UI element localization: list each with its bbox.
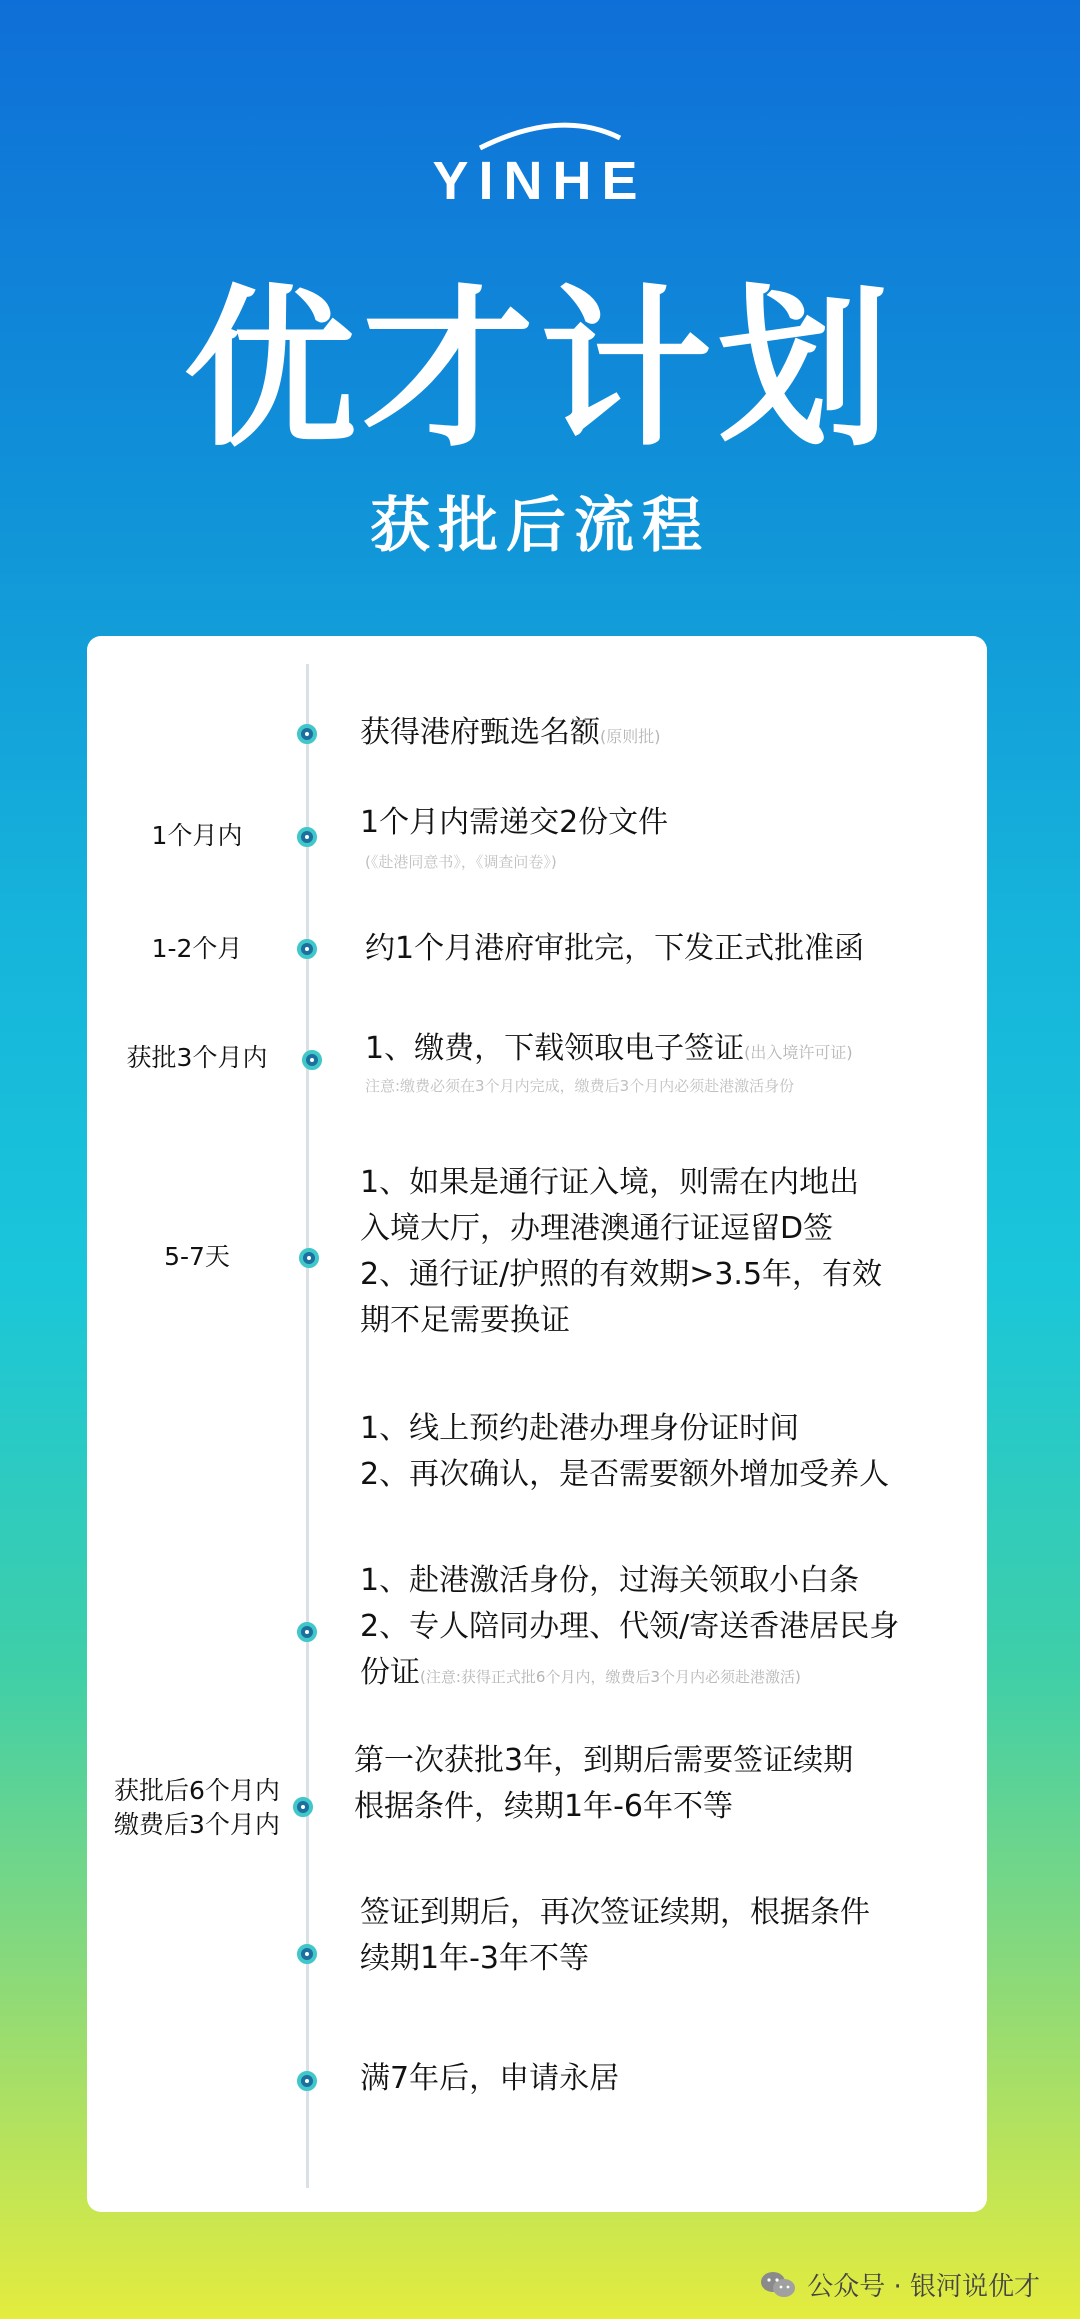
step-7-text — [360, 1558, 899, 1700]
timeline-dot — [297, 724, 317, 744]
step-1-text — [360, 710, 661, 760]
footer — [759, 2266, 1040, 2303]
step-7-small: (注意:获得正式批6个月内，缴费后3个月内必须赴港激活) — [420, 1668, 801, 1686]
step-3-text: 约1个月港府审批完，下发正式批准函 — [365, 931, 865, 966]
step-8-label-line-2: 缴费后3个月内 — [114, 1810, 280, 1839]
step-9-line-1: 签证到期后，再次签证续期，根据条件 — [360, 1895, 870, 1930]
timeline-dot — [297, 1944, 317, 1964]
step-4-label: 获批3个月内 — [126, 1043, 268, 1072]
step-5-line-4: 期不足需要换证 — [360, 1303, 570, 1338]
step-9-line-2: 续期1年-3年不等 — [360, 1941, 589, 1976]
step-4-line-1: 1、缴费，下载领取电子签证 — [365, 1031, 745, 1066]
step-8-label — [87, 1774, 307, 1842]
step-4-small: (出入境许可证) — [744, 1043, 853, 1062]
timeline-dot — [299, 1248, 319, 1268]
timeline-dot — [297, 827, 317, 847]
step-4-note: 注意:缴费必须在3个月内完成，缴费后3个月内必须赴港激活身份 — [365, 1077, 795, 1095]
timeline-dot — [297, 939, 317, 959]
step-5-line-3: 2、通行证/护照的有效期>3.5年，有效 — [360, 1257, 883, 1292]
step-5-line-2: 入境大厅，办理港澳通行证逗留D签 — [360, 1211, 834, 1246]
footer-text: 公众号 · 银河说优才 — [807, 2272, 1040, 2302]
step-6-line-1: 1、线上预约赴港办理身份证时间 — [360, 1411, 800, 1446]
timeline-dot — [302, 1050, 322, 1070]
step-3-label: 1-2个月 — [151, 934, 243, 963]
timeline-card — [87, 636, 987, 2212]
step-9-text — [360, 1890, 870, 1982]
step-7-line-1: 1、赴港激活身份，过海关领取小白条 — [360, 1563, 860, 1598]
step-2-label: 1个月内 — [151, 821, 243, 850]
step-5-line-1: 1、如果是通行证入境，则需在内地出 — [360, 1165, 860, 1200]
step-10-text: 满7年后，申请永居 — [360, 2061, 620, 2096]
step-8-line-2: 根据条件，续期1年-6年不等 — [354, 1789, 733, 1824]
step-5-text — [360, 1160, 882, 1344]
step-4-text — [365, 1026, 853, 1076]
logo-text: YINHE — [432, 151, 648, 211]
timeline-dot — [297, 2071, 317, 2091]
timeline-dot — [297, 1622, 317, 1642]
step-5-label: 5-7天 — [164, 1242, 230, 1271]
step-8-line-1: 第一次获批3年，到期后需要签证续期 — [354, 1743, 854, 1778]
timeline-dot — [293, 1797, 313, 1817]
step-2-text: 1个月内需递交2份文件 — [360, 805, 669, 840]
step-1-line-1: 获得港府甄选名额 — [360, 715, 600, 750]
step-6-text — [360, 1406, 889, 1498]
step-6-line-2: 2、再次确认，是否需要额外增加受养人 — [360, 1457, 890, 1492]
step-8-text — [354, 1738, 853, 1830]
step-7-line-2: 2、专人陪同办理、代领/寄送香港居民身 — [360, 1609, 900, 1644]
step-2-note: (《赴港同意书》，《调查问卷》) — [365, 853, 557, 871]
wechat-icon — [759, 2270, 797, 2300]
page-title: 优才计划 — [184, 269, 896, 470]
page-subtitle: 获批后流程 — [370, 491, 710, 561]
step-1-small: (原则批) — [600, 727, 661, 746]
step-8-label-line-1: 获批后6个月内 — [114, 1776, 280, 1805]
step-7-line-3: 份证 — [360, 1655, 420, 1690]
